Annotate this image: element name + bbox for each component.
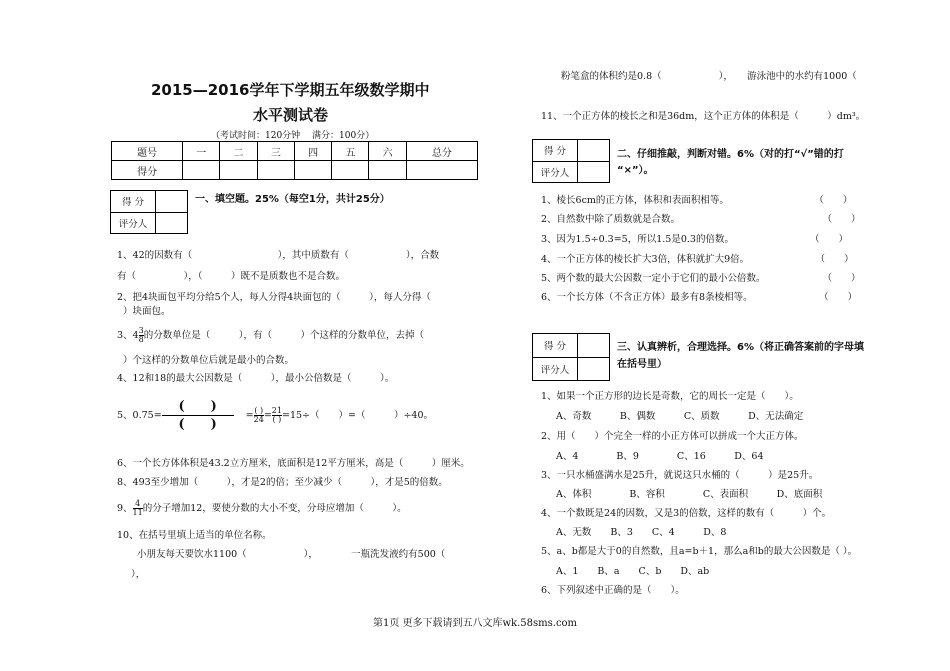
q5-fraction-mid: [254, 407, 264, 424]
score-cell[interactable]: [332, 161, 369, 180]
q5-right-den: ( ): [272, 415, 282, 424]
choice-options: A、体积 B、容积 C、表面积 D、底面积: [556, 489, 823, 500]
score-input[interactable]: [156, 191, 187, 212]
q3-text: 的分数单位是（ ），有（ ）个这样的分数单位，去掉（: [143, 330, 424, 341]
score-table-header: 五: [332, 142, 369, 161]
score-table-header: 六: [369, 142, 406, 161]
score-table-header: 题号: [112, 142, 183, 161]
question-line: [117, 327, 424, 344]
choice-options: A、奇数 B、偶数 C、质数 D、无法确定: [556, 411, 804, 422]
score-table-row-label: 得分: [112, 161, 183, 180]
q5-prefix: 5、0.75=: [117, 409, 162, 421]
question-line: 11、一个正方体的棱长之和是36dm，这个正方体的体积是（ ）dm³。: [541, 111, 866, 122]
score-input[interactable]: [578, 334, 609, 357]
exam-title-line2: 水平测试卷: [253, 106, 329, 124]
choice-question: 5、a、b都是大于0的自然数，且a=b＋1，那么a和b的最大公因数是（ ）。: [541, 546, 858, 557]
q9-fraction: [133, 500, 143, 517]
question-line: ）个这样的分数单位后就是最小的合数。: [123, 355, 295, 366]
score-cell[interactable]: [183, 161, 220, 180]
score-table-header: 三: [257, 142, 294, 161]
question-line: ），: [131, 569, 146, 580]
q5-left-den: ( ): [178, 417, 217, 432]
q5-mid-den: 24: [253, 415, 264, 424]
judge-item: 6、一个长方体（不含正方体）最多有8条棱相等。 （ ）: [541, 292, 858, 303]
exam-info: （考试时间：120分钟 满分：100分）: [211, 131, 375, 141]
score-cell[interactable]: [369, 161, 406, 180]
score-cell[interactable]: [220, 161, 257, 180]
score-table-header: 二: [220, 142, 257, 161]
q3-prefix: 3、4: [117, 330, 139, 341]
q9-den: 11: [132, 508, 143, 517]
grader-label: 评分人: [533, 162, 578, 183]
score-input[interactable]: [578, 140, 609, 161]
choice-question: 6、下列叙述中正确的是（ ）。: [541, 585, 685, 596]
choice-question: 3、一只水桶盛满水是25升，就说这只水桶的（ ）是25升。: [541, 470, 819, 481]
question-line: ）块面包。: [123, 306, 171, 317]
score-cell[interactable]: [406, 161, 477, 180]
question-line: 5、0.75= $\frac{( )}{( )}$ = $\frac{( )}{24}$ = $\frac{21}{( )}$ =15÷（ ）=（ ）÷40。: [117, 399, 434, 432]
section1-heading: 一、填空题。25%（每空1分，共计25分）: [195, 194, 390, 205]
q5-left-num: ( ): [178, 399, 217, 414]
q5-fraction-right: [272, 407, 282, 424]
judge-item: 4、一个正方体的棱长扩大3倍，体积就扩大9倍。 （ ）: [541, 254, 854, 265]
choice-options: A、4 B、9 C、16 D、64: [556, 451, 764, 462]
question-line: 10、在括号里填上适当的单位名称。: [117, 530, 272, 541]
grader-label: 评分人: [533, 358, 578, 381]
question-line: 4、12和18的最大公因数是（ ），最小公倍数是（ ）。: [117, 373, 395, 384]
choice-question: 4、一个数既是24的因数，又是3的倍数，这样的数有（ ）个。: [541, 508, 832, 519]
score-label: 得 分: [533, 140, 578, 161]
score-cell[interactable]: [257, 161, 294, 180]
question-line: 6、一个长方体体积是43.2立方厘米，底面积是12平方厘米，高是（ ）厘米。: [117, 458, 470, 469]
question-line: 1、42的因数有（ ），其中质数有（ ），合数: [117, 250, 440, 261]
score-table-header: 总分: [406, 142, 477, 161]
section2-scorebox: [532, 139, 610, 183]
question-line: 粉笔盒的体积约是0.8（ ）， 游泳池中的水约有1000（: [561, 71, 857, 82]
page-footer: 第1页 更多下载请到五八文库wk.58sms.com: [372, 618, 578, 629]
q9-text: 的分子增加12，要使分数的大小不变，分母应增加（ ）。: [142, 503, 407, 514]
section2-heading-line2: “×”）。: [617, 165, 654, 176]
question-line: 8、493至少增加（ ），才是2的倍；至少减少（ ），才是5的倍数。: [117, 477, 448, 488]
judge-item: 1、棱长6cm的正方体，体积和表面积相等。 （ ）: [541, 195, 853, 206]
score-label: 得 分: [111, 191, 156, 212]
grader-label: 评分人: [111, 213, 156, 234]
question-line: 2、把4块面包平均分给5个人，每人分得4块面包的（ ），每人分得（: [117, 292, 431, 303]
q9-num: 4: [135, 499, 141, 508]
section1-scorebox: [110, 190, 188, 234]
section2-heading-line1: 二、仔细推敲，判断对错。6%（对的打“√”错的打: [617, 149, 844, 160]
choice-options: A、无数 B、3 C、4 D、8: [556, 527, 727, 538]
question-line: 小朋友每天要饮水1100（ ）， 一瓶洗发液约有500（: [137, 549, 446, 560]
q3-num: 3: [138, 326, 144, 335]
choice-question: 1、如果一个正方形的边长是奇数，它的周长一定是（ ）。: [541, 391, 799, 402]
q5-fraction-left: [162, 398, 234, 433]
score-cell[interactable]: [294, 161, 331, 180]
section3-heading-line1: 三、认真辨析，合理选择。6%（将正确答案前的字母填: [617, 342, 864, 353]
score-table-header: 四: [294, 142, 331, 161]
score-table: [111, 141, 478, 180]
section3-heading-line2: 在括号里）: [617, 359, 667, 370]
q9-prefix: 9、: [117, 503, 133, 514]
section3-scorebox: [532, 333, 610, 381]
grader-input[interactable]: [156, 213, 187, 234]
q5-mid-num: ( ): [254, 406, 264, 415]
exam-title-line1: 2015—2016学年下学期五年级数学期中: [151, 81, 430, 99]
score-table-header: 一: [183, 142, 220, 161]
judge-item: 3、因为1.5÷0.3=5，所以1.5是0.3的倍数。 （ ）: [541, 234, 848, 245]
q5-text: =15÷（ ）=（ ）÷40。: [281, 409, 434, 421]
q5-right-num: 21: [271, 406, 282, 415]
judge-item: 5、两个数的最大公因数一定小于它们的最小公倍数。 （ ）: [541, 273, 861, 284]
q3-den: 8: [138, 335, 144, 344]
choice-question: 2、用（ ）个完全一样的小正方体可以拼成一个大正方体。: [541, 431, 804, 442]
question-line: 有（ ），（ ）既不是质数也不是合数。: [117, 271, 346, 282]
question-line: [117, 500, 407, 517]
grader-input[interactable]: [578, 162, 609, 183]
grader-input[interactable]: [578, 358, 609, 381]
score-label: 得 分: [533, 334, 578, 357]
judge-item: 2、自然数中除了质数就是合数。 （ ）: [541, 214, 861, 225]
choice-options: A、1 B、a C、b D、ab: [556, 566, 710, 577]
